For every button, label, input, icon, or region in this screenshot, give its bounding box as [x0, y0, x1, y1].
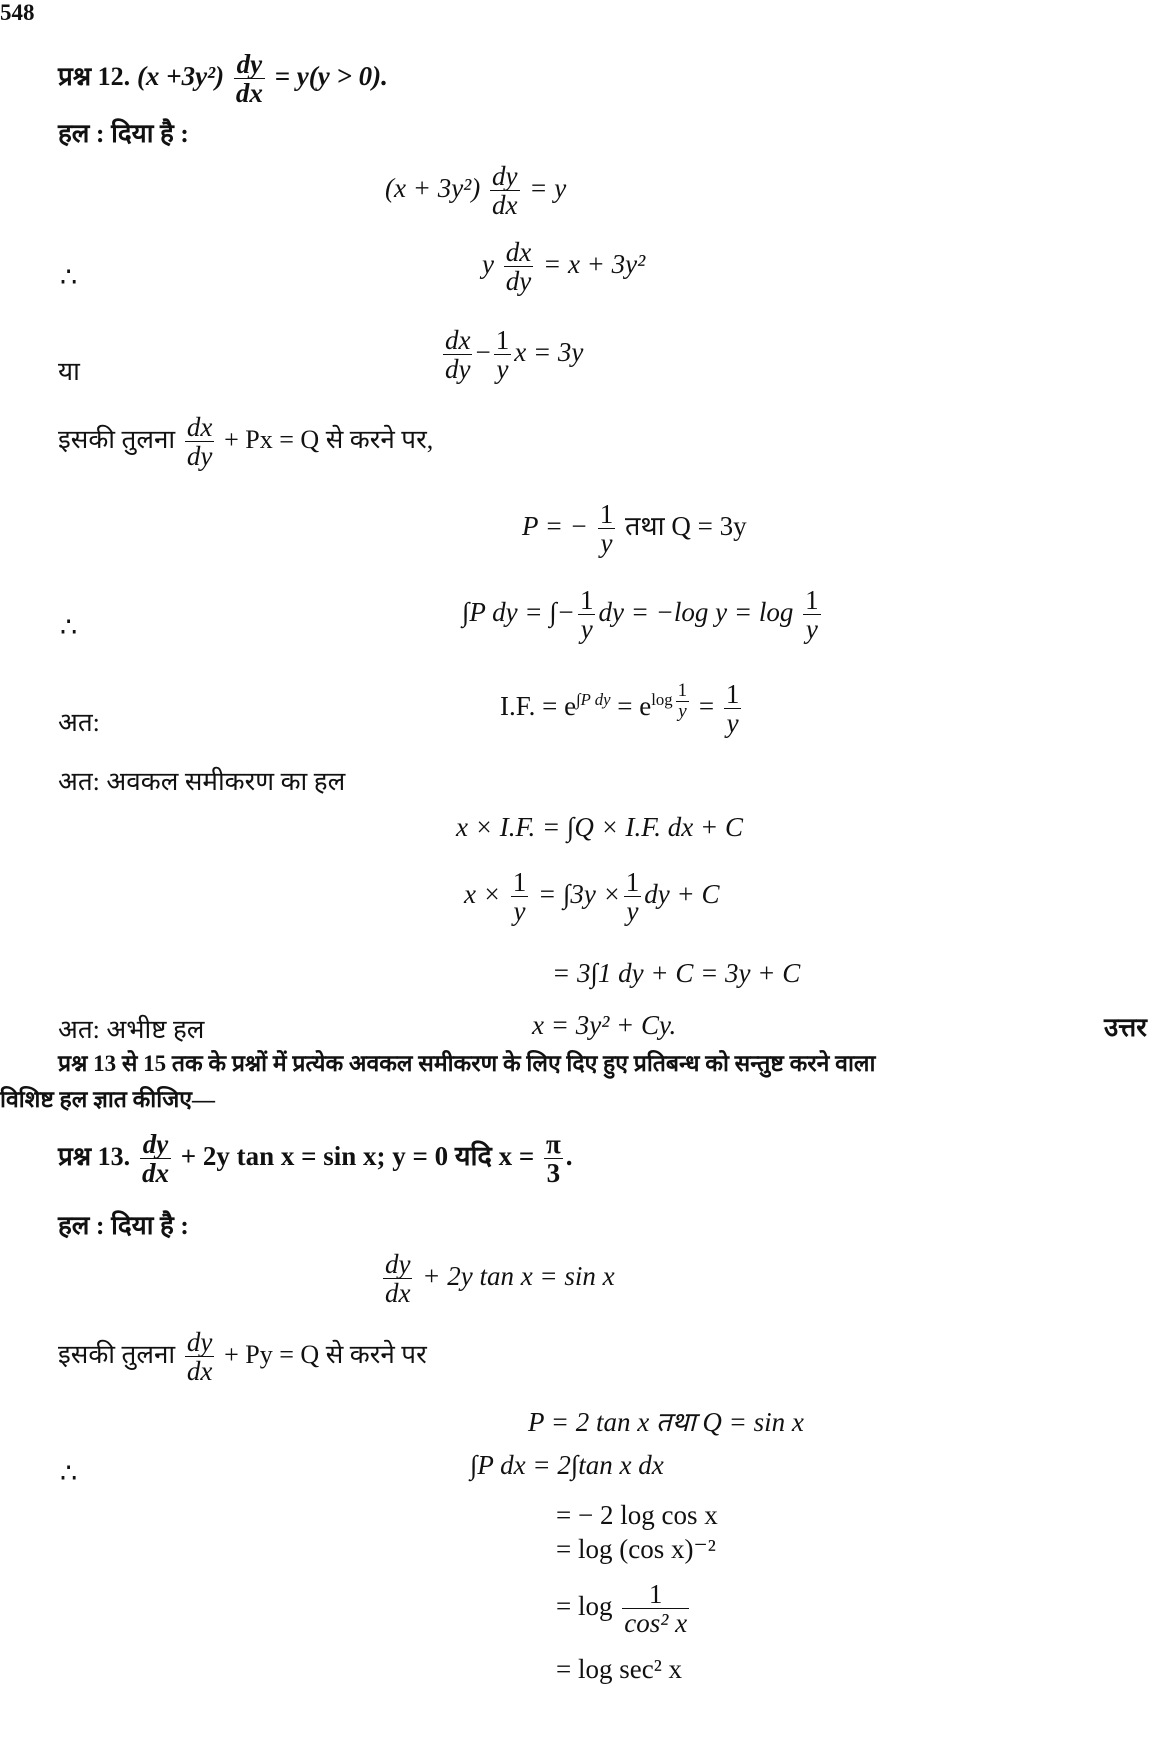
- q12-eq1: [385, 162, 566, 220]
- q12-sol2-lhs: x ×: [464, 879, 501, 910]
- q13-therefore: ∴: [60, 1458, 78, 1488]
- page-number: 548: [0, 0, 35, 25]
- q12-sol2: [464, 868, 720, 926]
- q12-eq2-right: = x + 3y²: [542, 249, 646, 280]
- q12-sol2-y-b: y: [626, 896, 639, 927]
- q12-eq1-dx: dx: [492, 190, 518, 221]
- q12-sol2-rhs-a: = ∫3y ×: [537, 879, 621, 910]
- q13-compare-suffix: + Py = Q से करने पर: [224, 1340, 427, 1370]
- q13-int5: = log sec² x: [556, 1654, 683, 1684]
- q12-compare: [58, 413, 433, 471]
- q12-int-p-rhs-b: dy = −log y = log: [598, 597, 794, 628]
- q12-int-one-a: 1: [579, 585, 594, 615]
- q12-sol2-one-b: 1: [625, 867, 640, 897]
- q13-eq1-right: + 2y tan x = sin x: [422, 1261, 615, 1292]
- q12-sol3-text: = 3∫1 dy + C = 3y + C: [552, 958, 801, 988]
- q12-p-q: तथा Q = 3y: [624, 511, 747, 542]
- instruction-line2: विशिष्ट हल ज्ञात कीजिए—: [0, 1087, 216, 1112]
- q13-hal: हल : दिया है :: [58, 1211, 189, 1240]
- q12-int-y-a: y: [580, 614, 593, 645]
- q12-expr-right: = y(y > 0).: [274, 61, 388, 92]
- q12-if-mid: = e: [617, 691, 652, 722]
- q12-int-p: [462, 586, 824, 644]
- q12-eq3: [440, 326, 583, 384]
- q12-eq3-x: x: [514, 337, 527, 368]
- q13-int2: = − 2 log cos x: [556, 1500, 718, 1530]
- q12-hal: हल : दिया है :: [58, 119, 189, 148]
- q13-int3: = log (cos x)⁻²: [556, 1534, 716, 1564]
- q12-p-y: y: [600, 528, 613, 559]
- q13-compare-prefix: इसकी तुलना: [58, 1340, 176, 1370]
- q12-required-text: अत: अभीष्ट हल: [58, 1015, 205, 1044]
- instruction-line1: प्रश्न 13 से 15 तक के प्रश्नों में प्रत्येक अवकल समीकरण के लिए दिए हुए प्रतिबन्ध को सन्तुष्ट करने वाला: [58, 1051, 876, 1076]
- q12-int-p-lhs: ∫P dy =: [462, 597, 543, 628]
- q12-if-sup1: ∫P dy: [576, 690, 611, 710]
- q13-pq: P = 2 tan x तथा Q = sin x: [528, 1407, 804, 1437]
- q13-eq1-dx: dx: [385, 1278, 411, 1309]
- q12-int-one-b: 1: [805, 585, 819, 615]
- q12-label: प्रश्न 12.: [58, 62, 131, 92]
- q12-int-y-b: y: [805, 614, 818, 645]
- q13-header: [58, 1130, 573, 1188]
- q13-three: 3: [544, 1158, 563, 1187]
- q13-dot: .: [565, 1141, 573, 1172]
- q12-sol2-y-a: y: [513, 896, 526, 927]
- q12-eq3-right: = 3y: [532, 337, 584, 368]
- q12-eq2-y: y: [482, 249, 494, 280]
- q12-if: [500, 680, 744, 738]
- q12-dy: dy: [236, 49, 263, 79]
- q13-dx: dx: [141, 1158, 169, 1189]
- q13-expr: + 2y tan x = sin x; y = 0 यदि x =: [180, 1141, 535, 1172]
- q13-eq1-dy: dy: [385, 1249, 411, 1279]
- q12-sol1-text: x × I.F. = ∫Q × I.F. dx + C: [456, 812, 744, 842]
- q13-compare-dx: dx: [186, 1356, 213, 1387]
- q12-solution-text: अत: अवकल समीकरण का हल: [58, 767, 346, 796]
- q12-eq3-y: y: [496, 354, 509, 385]
- q12-answer: उत्तर: [1104, 1013, 1147, 1042]
- q12-if-y-small: y: [678, 700, 687, 722]
- q12-eq3-dy: dy: [445, 354, 471, 385]
- q13-compare-dy: dy: [186, 1327, 213, 1357]
- q12-if-y: y: [726, 708, 739, 739]
- q12-final-eq: [532, 1010, 676, 1041]
- q12-eq1-right: = y: [529, 173, 567, 204]
- q12-eq3-minus: −: [475, 337, 491, 368]
- q12-compare-dx: dx: [186, 412, 213, 442]
- q13-int4-one: 1: [648, 1579, 663, 1609]
- q12-p-eq: P = −: [522, 511, 588, 542]
- q13-dy: dy: [142, 1129, 169, 1159]
- q12-eq1-left: (x + 3y²): [385, 173, 481, 204]
- q12-if-one-small: 1: [677, 679, 688, 701]
- q12-int-p-rhs-a: ∫−: [549, 597, 575, 628]
- q12-if-one: 1: [725, 679, 740, 709]
- q12-eq2-dy: dy: [505, 266, 532, 297]
- q12-if-sup2: log: [651, 690, 673, 710]
- q12-pq: [522, 500, 747, 558]
- q12-compare-suffix: + Px = Q से करने पर,: [224, 425, 434, 455]
- q12-p-one: 1: [599, 499, 614, 529]
- q13-int4-cos2: cos² x: [624, 1608, 688, 1639]
- q12-eq2-dx: dx: [505, 237, 532, 267]
- q12-therefore-2: ∴: [60, 612, 78, 642]
- q12-eq3-dx: dx: [445, 325, 471, 355]
- q12-atah: अत:: [58, 708, 100, 737]
- q12-compare-prefix: इसकी तुलना: [58, 425, 176, 455]
- q12-eq1-dy: dy: [492, 161, 518, 191]
- q12-sol2-one-a: 1: [512, 867, 527, 897]
- q13-int4: [556, 1580, 692, 1638]
- q12-header: [58, 50, 388, 108]
- q13-int1: ∫P dx = 2∫tan x dx: [470, 1450, 664, 1480]
- q12-compare-dy: dy: [186, 441, 213, 472]
- q12-if-lhs: I.F. = e: [500, 691, 577, 722]
- q12-ya: या: [58, 357, 80, 386]
- q12-sol1: [456, 812, 743, 843]
- q13-int4-log: = log: [556, 1591, 613, 1622]
- q12-if-eq: =: [698, 691, 715, 722]
- q12-eq2: [482, 238, 645, 296]
- q12-sol2-rhs-b: dy + C: [644, 879, 720, 910]
- q12-expr-left: (x +3y²): [136, 61, 225, 92]
- q12-therefore-1: ∴: [60, 262, 78, 292]
- q13-label: प्रश्न 13.: [58, 1142, 131, 1172]
- q12-sol3: [552, 958, 800, 989]
- q12-final-eq-text: x = 3y² + Cy.: [532, 1010, 677, 1040]
- q12-eq3-one: 1: [495, 325, 510, 355]
- q13-compare: [58, 1328, 427, 1386]
- q13-pi: π: [546, 1129, 561, 1159]
- q12-dx: dx: [235, 78, 263, 109]
- q13-eq1: [380, 1250, 615, 1308]
